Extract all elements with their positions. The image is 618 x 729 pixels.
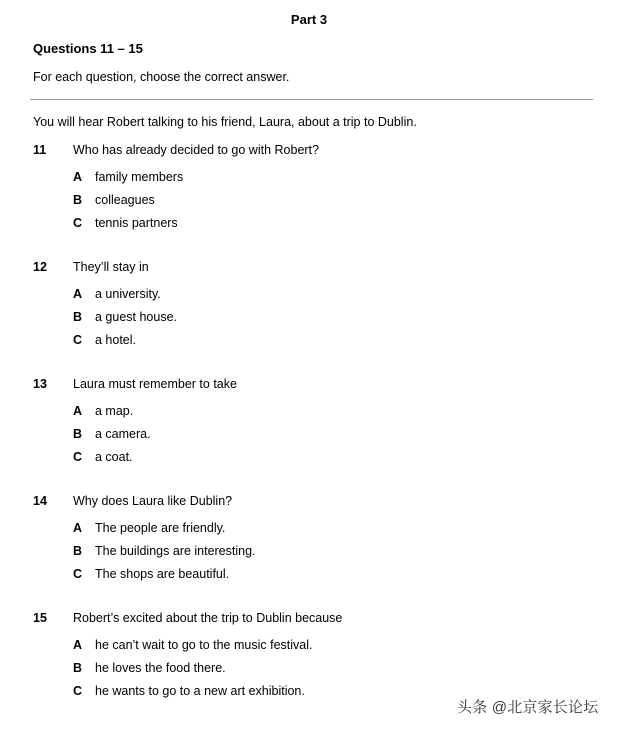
question-number: 12 — [33, 260, 47, 274]
option-letter: A — [73, 638, 83, 652]
instructions-text: For each question, choose the correct answer. — [33, 70, 290, 84]
option-letter: A — [73, 521, 83, 535]
question-number: 15 — [33, 611, 47, 625]
option-letter: A — [73, 287, 83, 301]
option-text: The buildings are interesting. — [95, 544, 256, 558]
watermark: 头条 @北京家长论坛 — [457, 699, 599, 716]
option-letter: C — [73, 567, 83, 581]
intro-text: You will hear Robert talking to his friend, Laura, about a trip to Dublin. — [33, 115, 417, 129]
option-letter: A — [73, 170, 83, 184]
option-letter: B — [73, 661, 83, 675]
option-letter: B — [73, 427, 83, 441]
option-text: he can’t wait to go to the music festival. — [95, 638, 313, 652]
question-number: 14 — [33, 494, 47, 508]
option-letter: C — [73, 684, 83, 698]
question-text: Why does Laura like Dublin? — [73, 494, 233, 508]
option-letter: C — [73, 216, 83, 230]
option-text: tennis partners — [95, 216, 178, 230]
section-heading: Questions 11 – 15 — [33, 41, 143, 56]
option-letter: B — [73, 544, 83, 558]
option-text: family members — [95, 170, 184, 184]
page-title: Part 3 — [290, 12, 328, 27]
option-text: a guest house. — [95, 310, 178, 324]
question-text: Robert’s excited about the trip to Dublin because — [73, 611, 343, 625]
option-letter: C — [73, 333, 83, 347]
divider — [30, 99, 593, 100]
option-text: a hotel. — [95, 333, 137, 347]
question-text: Laura must remember to take — [73, 377, 237, 391]
option-text: a camera. — [95, 427, 151, 441]
option-text: The shops are beautiful. — [95, 567, 230, 581]
option-text: a university. — [95, 287, 161, 301]
question-text: Who has already decided to go with Robert? — [73, 143, 319, 157]
option-text: he wants to go to a new art exhibition. — [95, 684, 305, 698]
option-letter: B — [73, 310, 83, 324]
option-letter: C — [73, 450, 83, 464]
option-letter: A — [73, 404, 83, 418]
option-text: he loves the food there. — [95, 661, 226, 675]
option-text: The people are friendly. — [95, 521, 226, 535]
question-text: They’ll stay in — [73, 260, 149, 274]
option-text: a coat. — [95, 450, 133, 464]
option-letter: B — [73, 193, 83, 207]
option-text: a map. — [95, 404, 134, 418]
question-number: 11 — [33, 143, 47, 157]
question-number: 13 — [33, 377, 47, 391]
option-text: colleagues — [95, 193, 155, 207]
